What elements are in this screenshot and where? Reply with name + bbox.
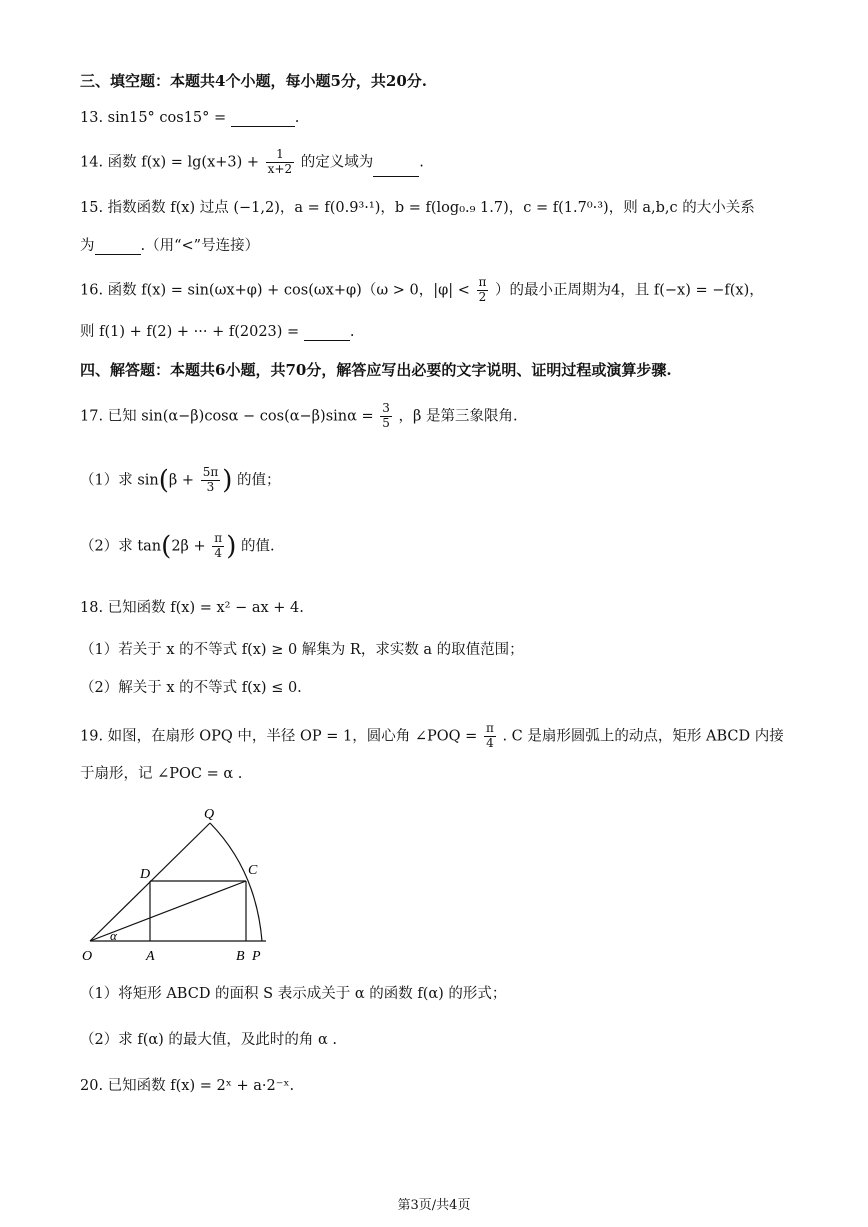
question-20-text: 已知函数 f(x) = 2ˣ + a·2⁻ˣ. <box>107 1078 295 1094</box>
question-19-line-1 <box>80 722 784 751</box>
part-1-inner: β + <box>168 472 195 489</box>
label-q: Q <box>204 807 215 822</box>
section-4-heading: 四、解答题：本题共6小题，共70分，解答应写出必要的文字说明、证明过程或演算步骤. <box>80 361 672 379</box>
label-alpha: α <box>110 928 117 943</box>
question-19-part-2: （2）求 f(α) 的最大值，及此时的角 α . <box>80 1032 338 1048</box>
label-a: A <box>146 949 155 964</box>
question-17-stem <box>80 402 518 431</box>
question-number: 16. <box>80 282 104 299</box>
question-number: 17. <box>80 408 104 425</box>
question-14-expr: f(x) = lg(x+3) + <box>141 154 260 171</box>
fraction-numerator: 3 <box>382 401 390 415</box>
left-paren: ( <box>161 531 172 562</box>
part-1-pre: （1）求 sin <box>80 472 159 489</box>
label-d: D <box>140 867 151 882</box>
question-14-post: 的定义域为 <box>300 154 374 171</box>
fraction-denominator: 3 <box>206 479 215 494</box>
question-number: 18. <box>80 600 104 616</box>
question-18-text: 已知函数 f(x) = x² − ax + 4. <box>107 600 304 616</box>
fraction-denominator: x+2 <box>267 161 293 176</box>
question-number: 15. <box>80 200 104 216</box>
fraction <box>380 402 392 431</box>
question-19-line-1-pre: 如图，在扇形 OPQ 中，半径 OP = 1，圆心角 ∠POQ = <box>107 728 478 745</box>
question-15-line-2-pre: 为 <box>80 238 95 254</box>
section-3-heading: 三、填空题：本题共4个小题，每小题5分，共20分. <box>80 72 427 90</box>
period: . <box>294 110 300 126</box>
fraction <box>201 466 221 495</box>
question-19-line-1-post: . C 是扇形圆弧上的动点，矩形 ABCD 内接 <box>502 728 784 745</box>
question-15-line-1 <box>80 200 755 217</box>
fraction-numerator: π <box>214 531 223 545</box>
question-17-part-2 <box>80 532 275 561</box>
answer-blank <box>373 164 419 177</box>
question-15-line-2-post: .（用“<”号连接） <box>140 238 260 254</box>
question-16-line-2-pre: 则 f(1) + f(2) + ··· + f(2023) = <box>80 324 300 340</box>
question-14 <box>80 148 424 177</box>
question-15-line-2 <box>80 238 259 255</box>
fraction-denominator: 2 <box>478 289 487 304</box>
page-footer: 第3页/共4页 <box>397 1198 471 1213</box>
left-paren: ( <box>158 465 169 496</box>
question-16-line-2 <box>80 324 354 341</box>
question-17-part-1 <box>80 466 280 495</box>
fraction <box>484 722 496 751</box>
part-2-post: 的值. <box>240 538 275 555</box>
arc-qp <box>210 823 262 941</box>
label-c: C <box>248 863 258 878</box>
label-o: O <box>82 949 93 964</box>
part-1-post: 的值； <box>236 472 281 489</box>
fraction-numerator: π <box>478 275 487 289</box>
fraction <box>212 532 224 561</box>
question-16-line-1 <box>80 276 764 305</box>
question-18-part-1: （1）若关于 x 的不等式 f(x) ≥ 0 解集为 R，求实数 a 的取值范围； <box>80 642 524 658</box>
question-number: 13. <box>80 110 104 126</box>
answer-blank <box>231 114 295 127</box>
label-p: P <box>252 949 261 964</box>
question-15-text: 指数函数 f(x) 过点 (−1,2)，a = f(0.9³·¹)，b = f(log₀.₉ 1.7)，c = f(1.7⁰·³)，则 a,b,c 的大小关系 <box>107 200 755 216</box>
question-13-expr: sin15° cos15° = <box>107 110 227 126</box>
right-paren: ) <box>226 531 237 562</box>
question-17-pre: 已知 sin(α−β)cosα − cos(α−β)sinα = <box>107 408 374 425</box>
answer-blank <box>304 328 350 341</box>
sector-rectangle-figure <box>78 800 278 968</box>
fraction-denominator: 5 <box>382 415 390 430</box>
part-2-pre: （2）求 tan <box>80 538 162 555</box>
period: . <box>349 324 355 340</box>
fraction <box>266 148 294 177</box>
question-19-part-1: （1）将矩形 ABCD 的面积 S 表示成关于 α 的函数 f(α) 的形式； <box>80 986 507 1002</box>
question-18-part-2: （2）解关于 x 的不等式 f(x) ≤ 0. <box>80 680 302 696</box>
period: . <box>419 154 424 171</box>
label-b: B <box>236 949 245 964</box>
fraction-denominator: 4 <box>214 545 223 560</box>
question-number: 14. <box>80 154 104 171</box>
fraction-numerator: 5π <box>202 465 219 479</box>
answer-blank <box>95 242 141 255</box>
question-number: 19. <box>80 728 104 745</box>
fraction-numerator: 1 <box>266 148 294 163</box>
question-14-pre: 函数 <box>107 154 137 171</box>
fraction-numerator: π <box>485 721 494 735</box>
question-17-post: ，β 是第三象限角. <box>398 408 518 425</box>
right-paren: ) <box>222 465 233 496</box>
question-13 <box>80 110 299 127</box>
fraction-denominator: 4 <box>486 735 494 750</box>
fraction <box>477 276 489 305</box>
part-2-inner: 2β + <box>171 538 206 555</box>
question-19-line-2: 于扇形，记 ∠POC = α . <box>80 766 243 782</box>
question-16-line-1-pre: 函数 f(x) = sin(ωx+φ) + cos(ωx+φ)（ω > 0，|φ| < <box>107 282 470 299</box>
question-number: 20. <box>80 1078 104 1094</box>
question-16-line-1-post: ）的最小正周期为4，且 f(−x) = −f(x)， <box>495 282 764 299</box>
question-18-stem <box>80 600 304 617</box>
question-20-stem <box>80 1078 294 1095</box>
